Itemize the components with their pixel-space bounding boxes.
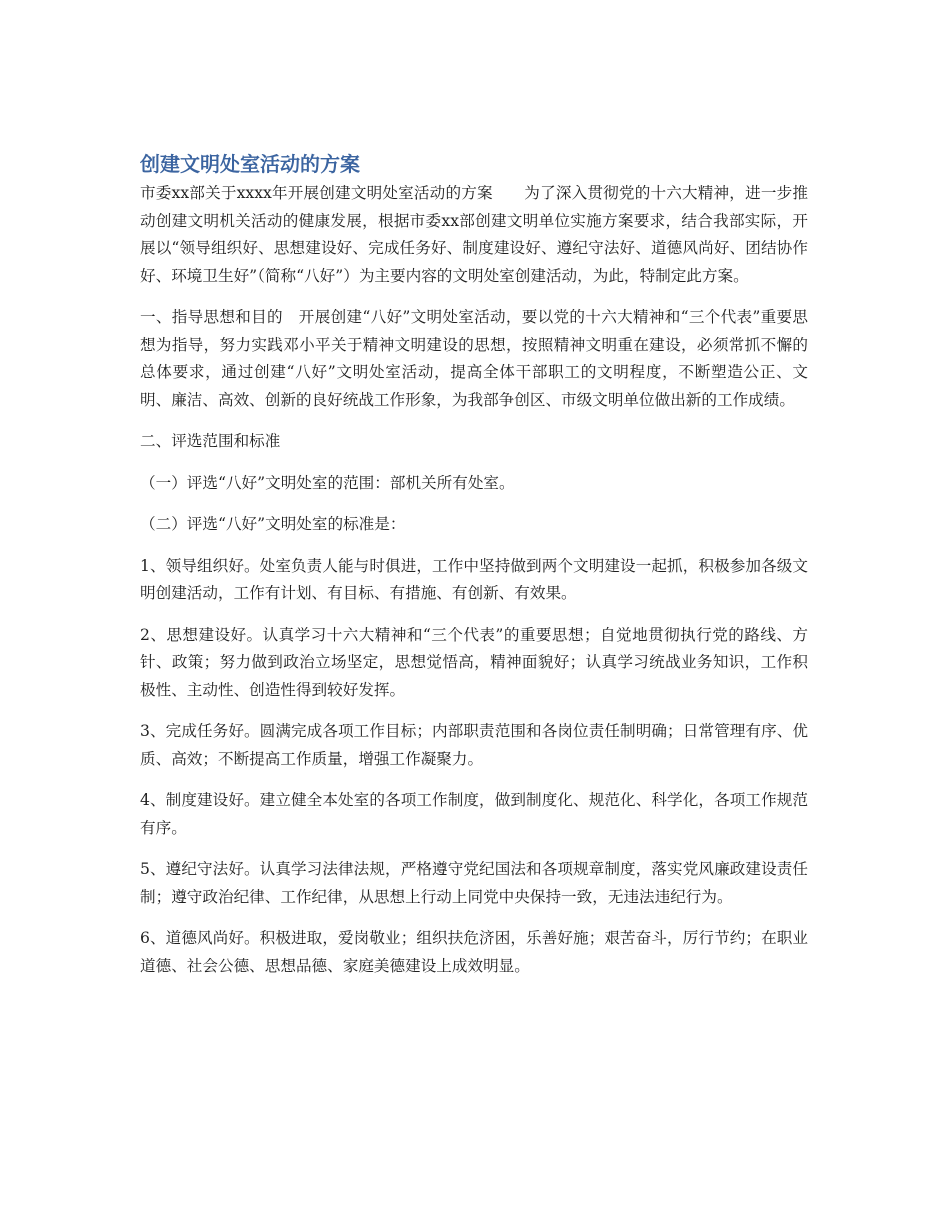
section-heading-scope-standards: 二、评选范围和标准 (140, 432, 281, 450)
standard-item-5: 5、遵纪守法好。认真学习法律法规，严格遵守党纪国法和各项规章制度，落实党风廉政建设责任制；遵守政治纪律、工作纪律，从思想上行动上同党中央保持一致，无违法违纪行为。 (140, 860, 808, 906)
document-title: 创建文明处室活动的方案 (140, 152, 360, 176)
standards-intro-paragraph: （二）评选“八好”文明处室的标准是： (140, 515, 406, 533)
standard-item-6: 6、道德风尚好。积极进取，爱岗敬业；组织扶危济困，乐善好施；艰苦奋斗，厉行节约；在职业道德、社会公德、思想品德、家庭美德建设上成效明显。 (140, 929, 808, 975)
standard-item-1: 1、领导组织好。处室负责人能与时俱进，工作中坚持做到两个文明建设一起抓，积极参加各级文明创建活动，工作有计划、有目标、有措施、有创新、有效果。 (140, 556, 808, 602)
standard-item-3: 3、完成任务好。圆满完成各项工作目标；内部职责范围和各岗位责任制明确；日常管理有序、优质、高效；不断提高工作质量，增强工作凝聚力。 (140, 722, 808, 768)
document-page (140, 150, 808, 994)
standard-item-4: 4、制度建设好。建立健全本处室的各项工作制度，做到制度化、规范化、科学化，各项工作规范有序。 (140, 791, 808, 837)
intro-paragraph: 市委xx部关于xxxx年开展创建文明处室活动的方案 为了深入贯彻党的十六大精神，进一步推动创建文明机关活动的健康发展，根据市委xx部创建文明单位实施方案要求，结合我部实际，开展以“领导组织好、思想建设好、完成任务好、制度建设好、遵纪守法好、道德风尚好、团结协作好、环境卫生好”（简称“八好”）为主要内容的文明处室创建活动，为此，特制定此方案。 (140, 184, 808, 285)
guiding-ideology-paragraph: 一、指导思想和目的 开展创建“八好”文明处室活动，要以党的十六大精神和“三个代表”重要思想为指导，努力实践邓小平关于精神文明建设的思想，按照精神文明重在建设，必须常抓不懈的总体要求，通过创建“八好”文明处室活动，提高全体干部职工的文明程度，不断塑造公正、文明、廉洁、高效、创新的良好统战工作形象，为我部争创区、市级文明单位做出新的工作成绩。 (140, 308, 808, 409)
scope-paragraph: （一）评选“八好”文明处室的范围：部机关所有处室。 (140, 473, 515, 492)
standard-item-2: 2、思想建设好。认真学习十六大精神和“三个代表”的重要思想；自觉地贯彻执行党的路线、方针、政策；努力做到政治立场坚定，思想觉悟高，精神面貌好；认真学习统战业务知识，工作积极性、主动性、创造性得到较好发挥。 (140, 625, 808, 699)
